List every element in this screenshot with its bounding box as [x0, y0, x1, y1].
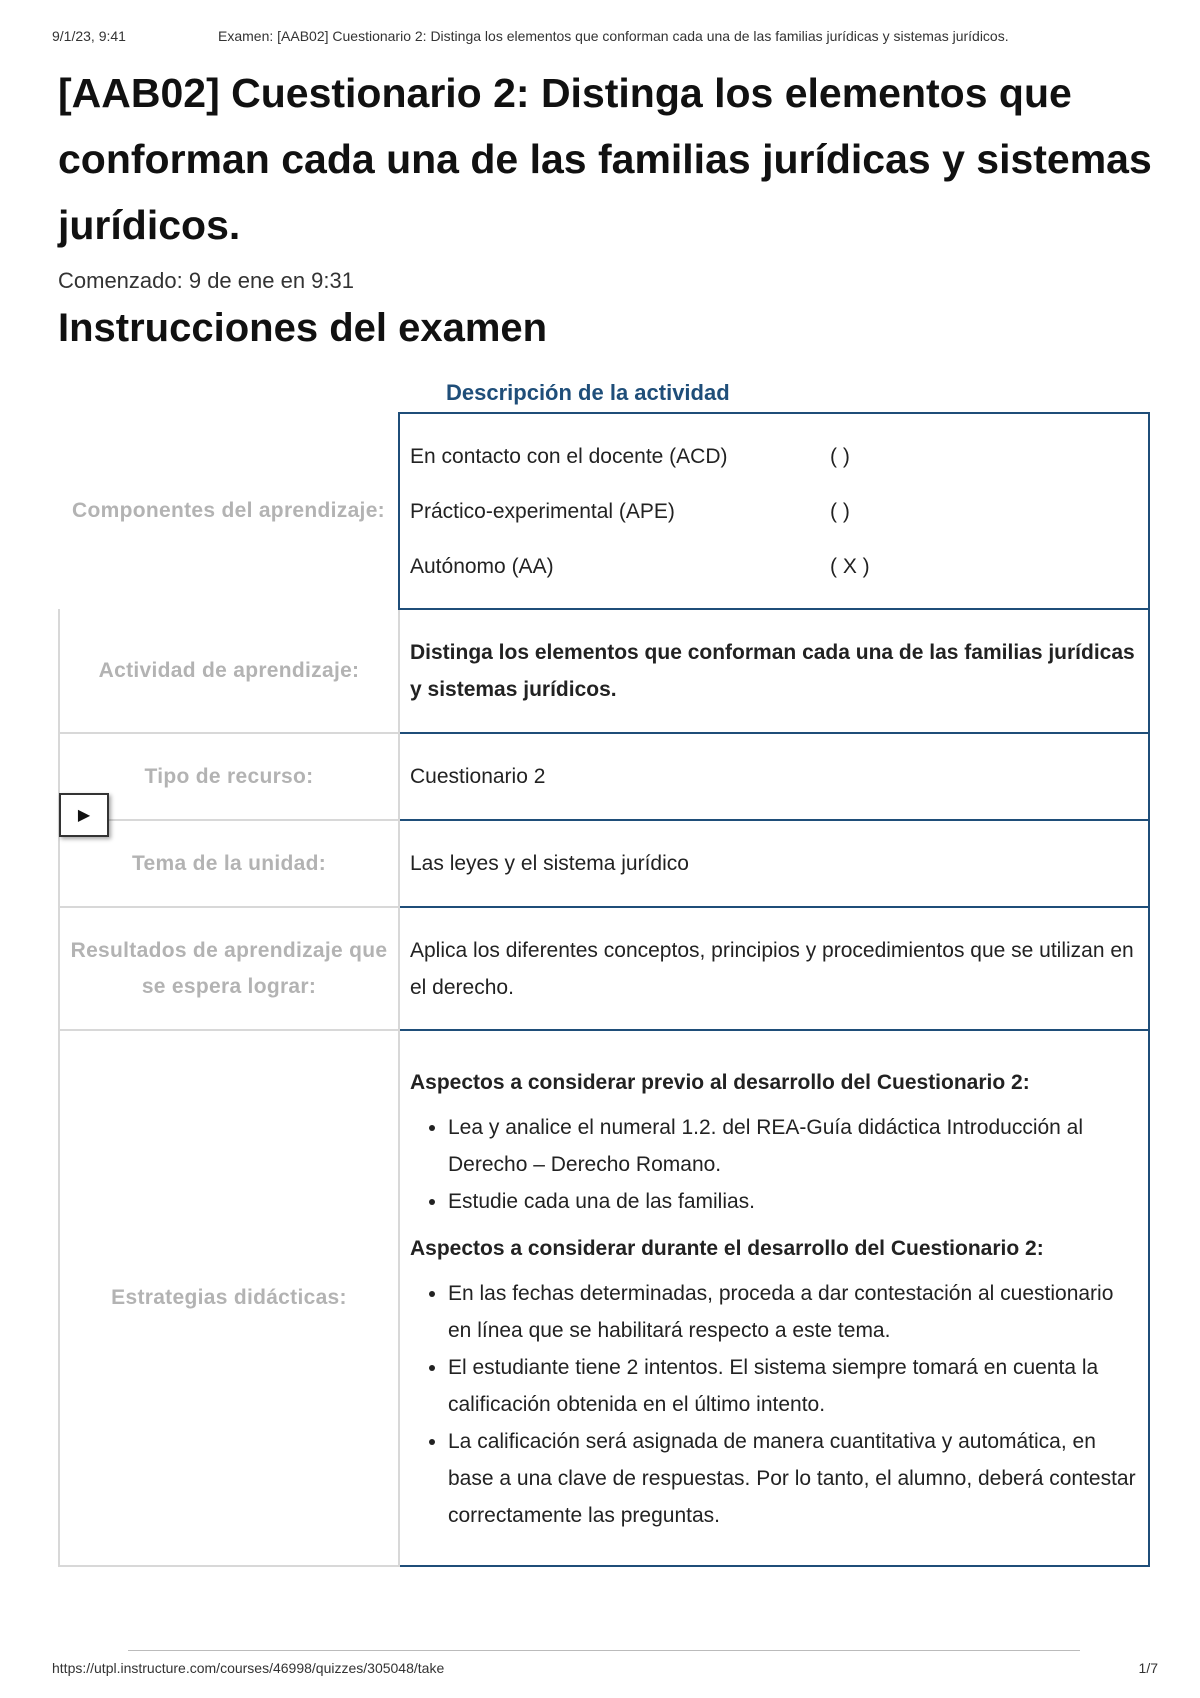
table-caption: Descripción de la actividad — [446, 380, 730, 405]
instructions-heading: Instrucciones del examen — [58, 306, 548, 350]
activity-label: Actividad de aprendizaje: — [59, 609, 399, 733]
started-timestamp: Comenzado: 9 de ene en 9:31 — [58, 268, 355, 293]
table-row — [59, 820, 1149, 907]
component-name: En contacto con el docente (ACD) — [410, 444, 728, 468]
activity-description-table — [58, 412, 1150, 1567]
quiz-title: [AAB02] Cuestionario 2: Distinga los elementos que conforman cada una de las familias jurídicas y sistemas jurídicos. — [58, 70, 1152, 248]
table-row — [59, 413, 1149, 609]
expected-results-label: Resultados de aprendizaje que se espera lograr: — [59, 907, 399, 1030]
component-mark: ( ) — [830, 444, 850, 468]
play-button[interactable] — [59, 793, 109, 837]
activity-value: Distinga los elementos que conforman cada una de las familias jurídicas y sistemas jurídicos. — [399, 609, 1149, 733]
print-page-title: Examen: [AAB02] Cuestionario 2: Distinga los elementos que conforman cada una de las familias jurídicas y sistemas jurídicos. — [218, 28, 1009, 44]
component-mark: ( ) — [830, 499, 850, 523]
component-name: Autónomo (AA) — [410, 554, 554, 578]
strategies-label: Estrategias didácticas: — [59, 1030, 399, 1566]
list-item: • El estudiante tiene 2 intentos. El sistema siempre tomará en cuenta la calificación obtenida en el último intento. — [448, 1349, 1138, 1423]
components-label: Componentes del aprendizaje: — [72, 499, 385, 522]
table-row — [59, 907, 1149, 1030]
play-icon: ▶ — [77, 807, 91, 824]
expected-results-value: Aplica los diferentes conceptos, principios y procedimientos que se utilizan en el derecho. — [399, 907, 1149, 1030]
table-row — [59, 733, 1149, 820]
component-mark: ( X ) — [830, 554, 870, 578]
strategies-before-list — [410, 1109, 1138, 1220]
unit-topic-label: Tema de la unidad: — [59, 820, 399, 907]
footer-url: https://utpl.instructure.com/courses/46998/quizzes/305048/take — [52, 1660, 445, 1676]
table-row — [59, 609, 1149, 733]
strategies-cell — [399, 1030, 1149, 1566]
list-item: • Estudie cada una de las familias. — [448, 1183, 1138, 1220]
resource-type-label: Tipo de recurso: — [59, 733, 399, 820]
unit-topic-value: Las leyes y el sistema jurídico — [399, 820, 1149, 907]
strategies-before-heading: Aspectos a considerar previo al desarrollo del Cuestionario 2: — [410, 1071, 1030, 1094]
components-cell — [399, 413, 1149, 609]
list-item: • En las fechas determinadas, proceda a dar contestación al cuestionario en línea que se habilitará respecto a este tema. — [448, 1275, 1138, 1349]
component-line — [410, 484, 1138, 539]
footer-page-number: 1/7 — [1138, 1660, 1158, 1676]
component-line — [410, 429, 1138, 484]
component-name: Práctico-experimental (APE) — [410, 499, 675, 523]
component-line — [410, 539, 1138, 594]
resource-type-value: Cuestionario 2 — [399, 733, 1149, 820]
list-item: • La calificación será asignada de manera cuantitativa y automática, en base a una clave de respuestas. Por lo tanto, el alumno, deberá contestar correctamente las preguntas. — [448, 1423, 1138, 1534]
strategies-during-list — [410, 1275, 1138, 1534]
list-item: • Lea y analice el numeral 1.2. del REA-Guía didáctica Introducción al Derecho – Derecho Romano. — [448, 1109, 1138, 1183]
table-row — [59, 1030, 1149, 1566]
footer-divider — [128, 1650, 1080, 1651]
strategies-during-heading: Aspectos a considerar durante el desarrollo del Cuestionario 2: — [410, 1237, 1044, 1260]
print-timestamp: 9/1/23, 9:41 — [52, 28, 126, 44]
